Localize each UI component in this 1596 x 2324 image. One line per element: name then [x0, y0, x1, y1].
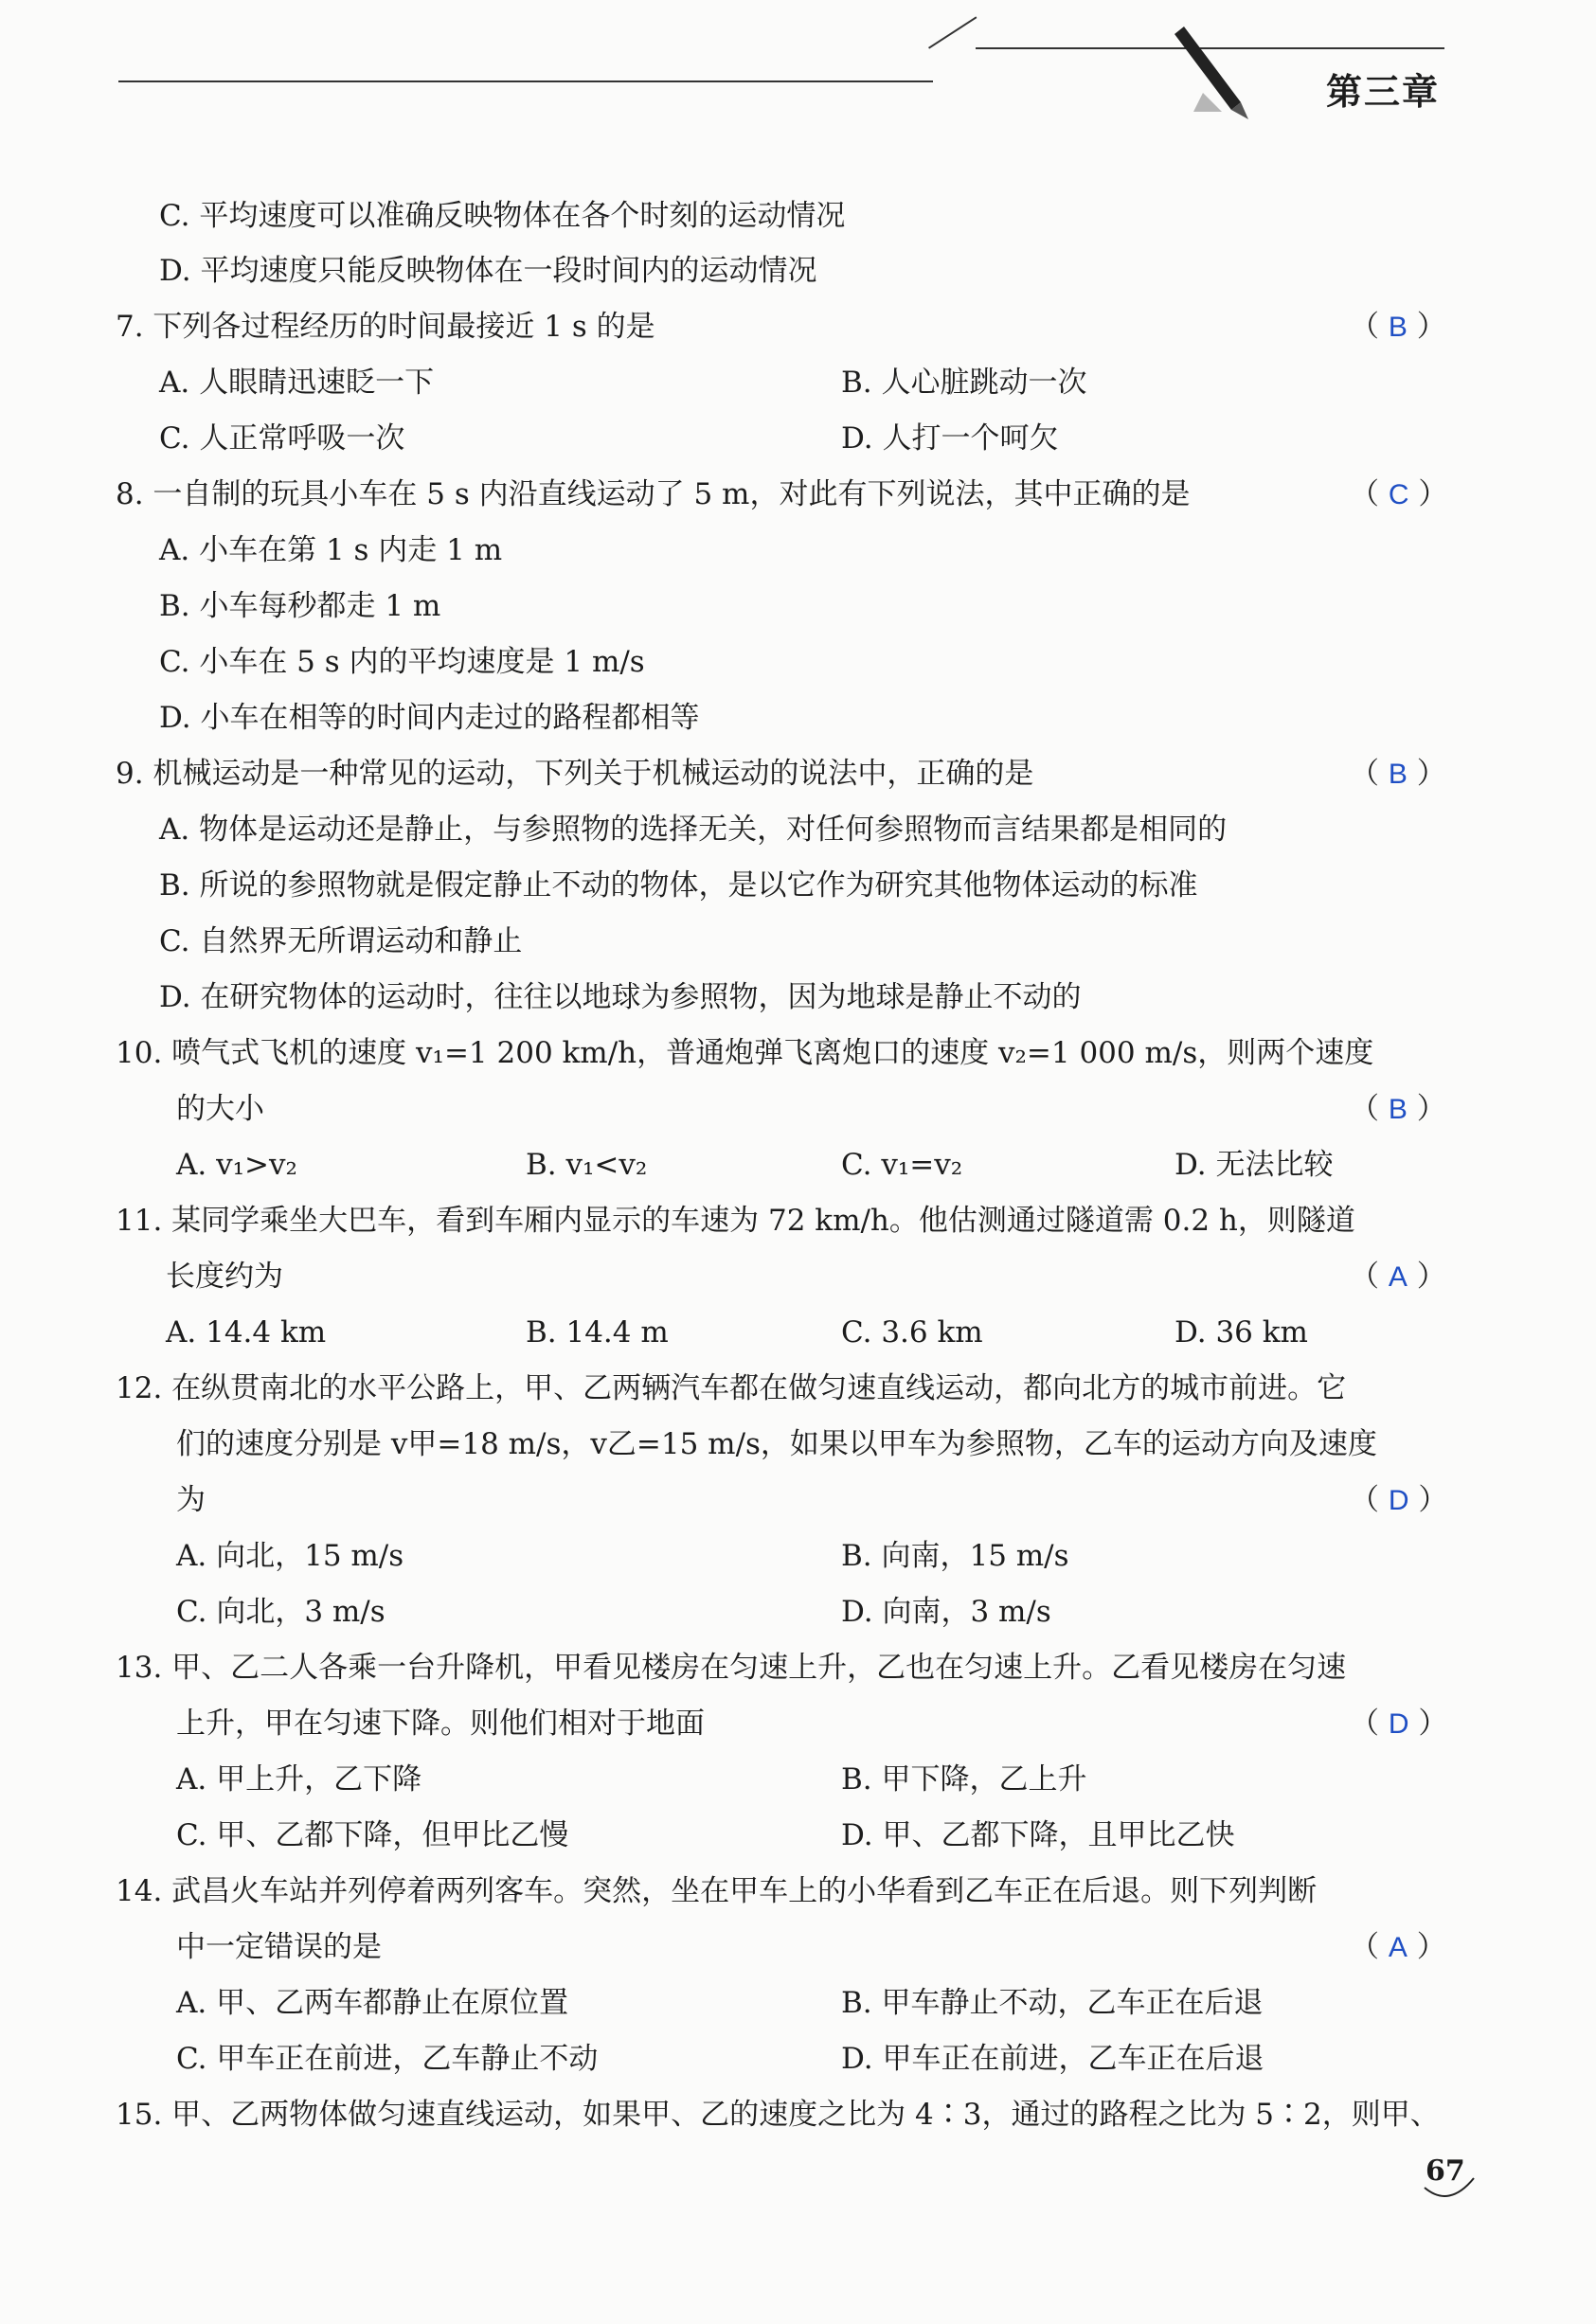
q14-stem-line2: 中一定错误的是 — [176, 1930, 382, 1964]
q12-option-a: A. 向北，15 m/s — [176, 1539, 404, 1573]
q11-answer: （ A ） — [1350, 1260, 1446, 1294]
q11-answer-letter: A — [1388, 1261, 1408, 1293]
q10-option-a: A. v₁>v₂ — [176, 1148, 297, 1182]
q11-stem-line2: 长度约为 — [166, 1260, 283, 1294]
q14-option-b: B. 甲车静止不动，乙车正在后退 — [841, 1986, 1264, 2020]
q7-option-b: B. 人心脏跳动一次 — [841, 366, 1087, 400]
q12-stem-line2: 们的速度分别是 v甲=18 m/s，v乙=15 m/s，如果以甲车为参照物，乙车的运动方向及速度 — [176, 1427, 1377, 1461]
q7-stem: 7. 下列各过程经历的时间最接近 1 s 的是 — [116, 310, 655, 344]
q10-option-b: B. v₁<v₂ — [526, 1148, 648, 1182]
q14-stem-line1: 14. 武昌火车站并列停着两列客车。突然，坐在甲车上的小华看到乙车正在后退。则下列判断 — [116, 1874, 1318, 1908]
q13-answer-letter: D — [1388, 1708, 1409, 1740]
q14-option-d: D. 甲车正在前进，乙车正在后退 — [841, 2042, 1264, 2076]
q8-option-a: A. 小车在第 1 s 内走 1 m — [159, 533, 503, 567]
q6-option-c: C. 平均速度可以准确反映物体在各个时刻的运动情况 — [159, 199, 846, 233]
q9-option-a: A. 物体是运动还是静止，与参照物的选择无关，对任何参照物而言结果都是相同的 — [159, 813, 1228, 847]
q8-stem: 8. 一自制的玩具小车在 5 s 内沿直线运动了 5 m，对此有下列说法，其中正确的是 — [116, 477, 1191, 511]
q12-answer-letter: D — [1388, 1485, 1409, 1516]
q12-option-c: C. 向北，3 m/s — [176, 1595, 386, 1629]
q9-option-c: C. 自然界无所谓运动和静止 — [159, 924, 523, 958]
q15-stem-line1: 15. 甲、乙两物体做匀速直线运动，如果甲、乙的速度之比为 4∶3，通过的路程之比为 5∶2，则甲、 — [116, 2098, 1440, 2132]
q10-answer-letter: B — [1388, 1094, 1408, 1125]
q8-answer: （ C ） — [1350, 477, 1448, 511]
q9-option-d: D. 在研究物体的运动时，往往以地球为参照物，因为地球是静止不动的 — [159, 980, 1082, 1014]
q13-option-d: D. 甲、乙都下降，且甲比乙快 — [841, 1818, 1235, 1852]
q6-option-d: D. 平均速度只能反映物体在一段时间内的运动情况 — [159, 254, 817, 288]
q14-option-c: C. 甲车正在前进，乙车静止不动 — [176, 2042, 599, 2076]
q9-answer: （ B ） — [1350, 757, 1446, 791]
q7-option-a: A. 人眼睛迅速眨一下 — [159, 366, 435, 400]
q9-stem: 9. 机械运动是一种常见的运动，下列关于机械运动的说法中，正确的是 — [116, 757, 1034, 791]
q7-option-d: D. 人打一个呵欠 — [841, 421, 1059, 456]
q12-option-b: B. 向南，15 m/s — [841, 1539, 1069, 1573]
q7-option-c: C. 人正常呼吸一次 — [159, 421, 405, 456]
q8-answer-letter: C — [1388, 479, 1409, 510]
chapter-title: 第三章 — [1326, 71, 1441, 113]
q8-option-c: C. 小车在 5 s 内的平均速度是 1 m/s — [159, 645, 645, 679]
q13-answer: （ D ） — [1350, 1707, 1448, 1741]
q14-answer-letter: A — [1388, 1932, 1408, 1963]
q10-stem-line2: 的大小 — [176, 1092, 264, 1126]
q7-answer: （ B ） — [1350, 310, 1446, 344]
q11-option-b: B. 14.4 m — [526, 1315, 669, 1350]
q8-option-b: B. 小车每秒都走 1 m — [159, 589, 441, 623]
q7-answer-letter: B — [1388, 312, 1408, 343]
q12-stem-line1: 12. 在纵贯南北的水平公路上，甲、乙两辆汽车都在做匀速直线运动，都向北方的城市前进。它 — [116, 1371, 1347, 1405]
q13-option-b: B. 甲下降，乙上升 — [841, 1762, 1087, 1797]
q13-stem-line1: 13. 甲、乙二人各乘一台升降机，甲看见楼房在匀速上升，乙也在匀速上升。乙看见楼房在匀速 — [116, 1651, 1347, 1685]
header-rule — [118, 80, 933, 82]
q14-option-a: A. 甲、乙两车都静止在原位置 — [176, 1986, 569, 2020]
q13-option-c: C. 甲、乙都下降，但甲比乙慢 — [176, 1818, 569, 1852]
q12-option-d: D. 向南，3 m/s — [841, 1595, 1051, 1629]
q9-answer-letter: B — [1388, 759, 1408, 790]
header-rule-slant — [928, 16, 977, 48]
q11-option-c: C. 3.6 km — [841, 1315, 983, 1350]
q12-stem-line3: 为 — [176, 1483, 206, 1517]
q11-option-a: A. 14.4 km — [166, 1315, 327, 1350]
q9-option-b: B. 所说的参照物就是假定静止不动的物体，是以它作为研究其他物体运动的标准 — [159, 868, 1198, 903]
q10-option-d: D. 无法比较 — [1175, 1148, 1334, 1182]
q10-stem-line1: 10. 喷气式飞机的速度 v₁=1 200 km/h，普通炮弹飞离炮口的速度 v₂=1 000 m/s，则两个速度 — [116, 1036, 1374, 1070]
page-number: 67 — [1426, 2154, 1465, 2188]
q11-stem-line1: 11. 某同学乘坐大巴车，看到车厢内显示的车速为 72 km/h。他估测通过隧道需 0.2 h，则隧道 — [116, 1204, 1355, 1238]
q10-option-c: C. v₁=v₂ — [841, 1148, 963, 1182]
q8-option-d: D. 小车在相等的时间内走过的路程都相等 — [159, 701, 700, 735]
q14-answer: （ A ） — [1350, 1930, 1446, 1964]
q11-option-d: D. 36 km — [1175, 1315, 1308, 1350]
q13-option-a: A. 甲上升，乙下降 — [176, 1762, 422, 1797]
q13-stem-line2: 上升，甲在匀速下降。则他们相对于地面 — [176, 1707, 705, 1741]
q10-answer: （ B ） — [1350, 1092, 1446, 1126]
pen-icon — [1175, 27, 1250, 121]
q12-answer: （ D ） — [1350, 1483, 1448, 1517]
